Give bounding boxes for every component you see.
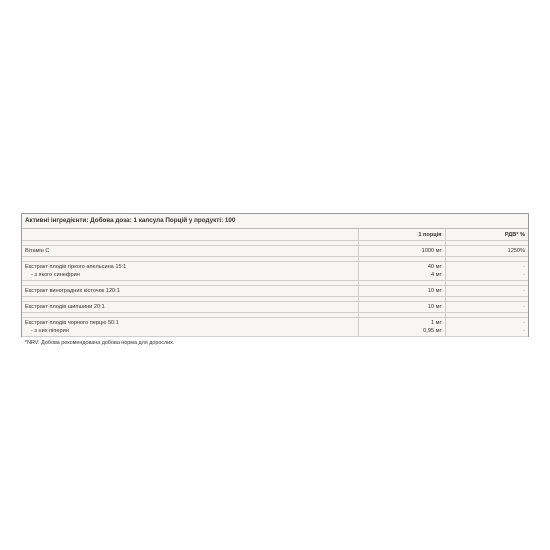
table-row xyxy=(22,318,528,337)
ingredient-subname: - з них піперин xyxy=(31,328,69,334)
ingredient-amount: 1000 мг xyxy=(358,246,445,257)
ingredient-rdv: - xyxy=(523,264,525,270)
ingredient-rdv: 1250% xyxy=(445,246,528,257)
column-header-amount: 1 порція xyxy=(358,229,445,241)
ingredient-amount: 40 мг xyxy=(427,264,442,270)
ingredient-rdv: - xyxy=(445,286,528,297)
supplement-facts-panel xyxy=(21,213,529,346)
column-header-rdv: РДВ* % xyxy=(445,229,528,241)
panel-header: Активні інгредієнти: Добова доза: 1 капсула Порцій у продукті: 100 xyxy=(22,214,528,229)
nrv-footnote: *NRV: Добова рекомендована добова норма для дорослих. xyxy=(25,340,175,346)
ingredient-amount: 10 мг xyxy=(358,286,445,297)
table-row xyxy=(22,302,528,313)
ingredient-subrdv: - xyxy=(523,272,525,278)
ingredient-amount: 1 мг xyxy=(430,320,442,326)
ingredient-name: Екстракт плодів чорного перцю 50:1 xyxy=(25,320,119,326)
ingredient-subamount: 0,95 мг xyxy=(423,328,442,334)
ingredient-name: Екстракт плодів шипшини 20:1 xyxy=(22,302,358,313)
ingredient-rdv: - xyxy=(445,302,528,313)
ingredient-name: Вітамін C xyxy=(22,246,358,257)
table-row xyxy=(22,286,528,297)
ingredient-subrdv: - xyxy=(523,328,525,334)
ingredients-table xyxy=(22,229,528,337)
ingredient-subname: - з якого синефрин xyxy=(31,272,80,278)
table-row xyxy=(22,262,528,281)
ingredient-name: Екстракт виноградних кісточок 120:1 xyxy=(22,286,358,297)
ingredient-name: Екстракт плодів гіркого апельсина 15:1 xyxy=(25,264,127,270)
ingredient-subamount: 4 мг xyxy=(430,272,442,278)
ingredient-rdv: - xyxy=(523,320,525,326)
column-header-row xyxy=(22,229,528,241)
table-row xyxy=(22,246,528,257)
column-header-name xyxy=(22,229,358,241)
ingredient-amount: 10 мг xyxy=(358,302,445,313)
